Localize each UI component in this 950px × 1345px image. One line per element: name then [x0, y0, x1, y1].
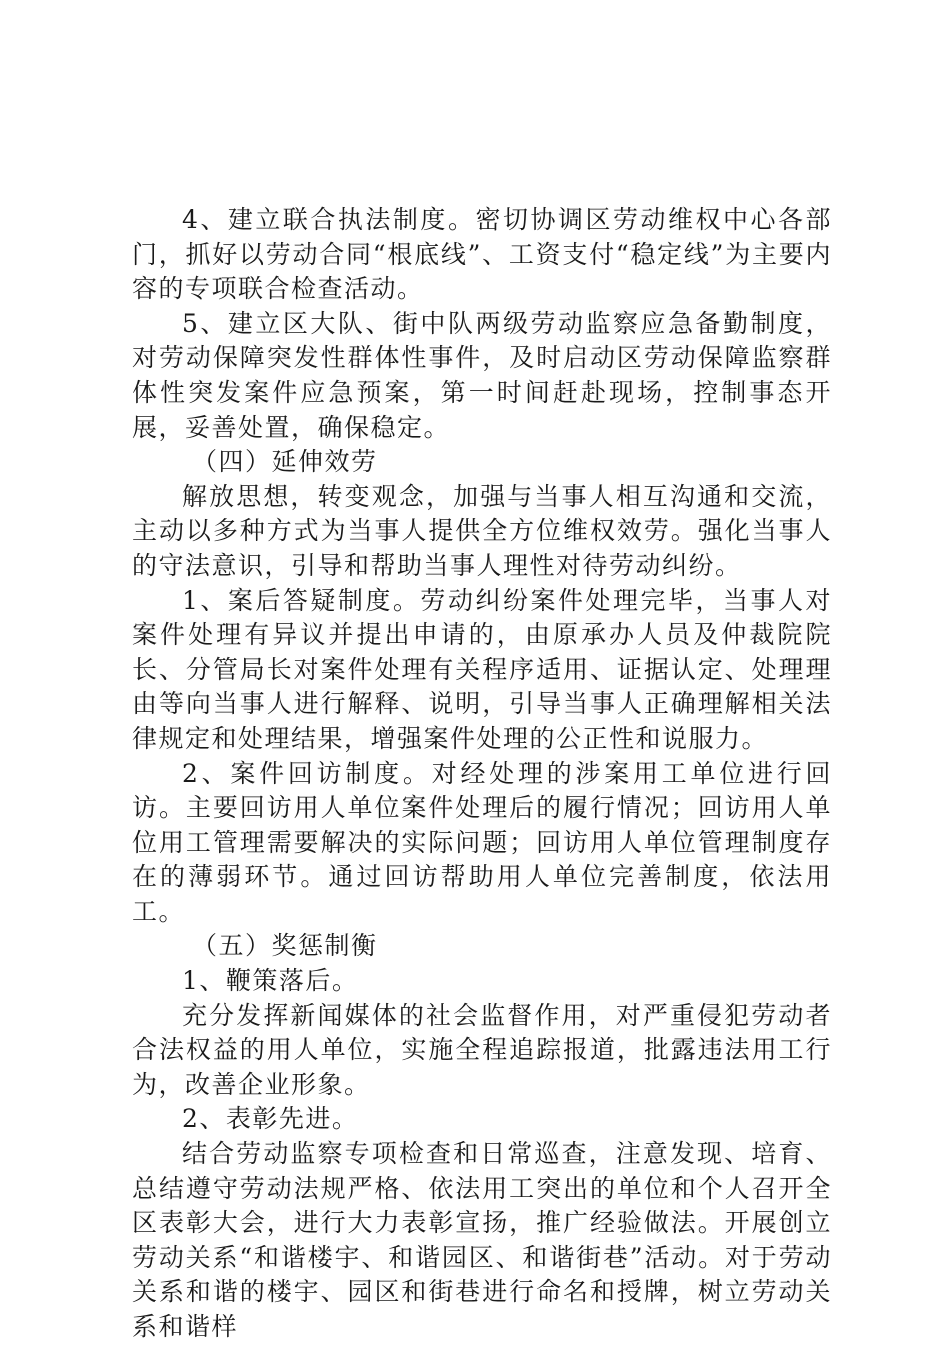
paragraph-commend-advanced-title: 2、表彰先进。 — [182, 1104, 359, 1134]
paragraph-spur-laggards-title: 1、鞭策落后。 — [182, 966, 359, 996]
paragraph-media-supervision: 充分发挥新闻媒体的社会监督作用，对严重侵犯劳动者合法权益的用人单位，实施全程追踪报道，批露违法用工行为，改善企业形象。 — [132, 1000, 832, 1099]
paragraph-joint-enforcement: 4、建立联合执法制度。密切协调区劳动维权中心各部门，抓好以劳动合同“根底线”、工资支付“稳定线”为主要内容的专项联合检查活动。 — [132, 205, 832, 304]
document-body — [132, 203, 832, 1345]
paragraph-commendation-details: 结合劳动监察专项检查和日常巡查，注意发现、培育、总结遵守劳动法规严格、依法用工突出的单位和个人召开全区表彰大会，进行大力表彰宣扬，推广经验做法。开展创立劳动关系“和谐楼宇、和谐园区、和谐街巷”活动。对于劳动关系和谐的楼宇、园区和街巷进行命名和授牌，树立劳动关系和谐样 — [132, 1139, 832, 1341]
paragraph-post-case-qa: 1、案后答疑制度。劳动纠纷案件处理完毕，当事人对案件处理有异议并提出申请的，由原承办人员及仲裁院院长、分管局长对案件处理有关程序适用、证据认定、处理理由等向当事人进行解释、说明，引导当事人正确理解相关法律规定和处理结果，增强案件处理的公正性和说服力。 — [132, 585, 832, 753]
paragraph-emergency-duty: 5、建立区大队、街中队两级劳动监察应急备勤制度，对劳动保障突发性群体性事件，及时启动区劳动保障监察群体性突发案件应急预案，第一时间赶赴现场，控制事态开展，妥善处置，确保稳定。 — [132, 308, 832, 442]
paragraph-extended-service-intro: 解放思想，转变观念，加强与当事人相互沟通和交流，主动以多种方式为当事人提供全方位维权效劳。强化当事人的守法意识，引导和帮助当事人理性对待劳动纠纷。 — [132, 481, 832, 580]
paragraph-case-follow-up: 2、案件回访制度。对经处理的涉案用工单位进行回访。主要回访用人单位案件处理后的履行情况；回访用人单位用工管理需要解决的实际问题；回访用人单位管理制度存在的薄弱环节。通过回访帮助用人单位完善制度，依法用工。 — [132, 758, 832, 926]
section-heading-rewards-penalties: （五）奖惩制衡 — [192, 931, 378, 961]
section-heading-extended-service: （四）延伸效劳 — [192, 447, 378, 477]
